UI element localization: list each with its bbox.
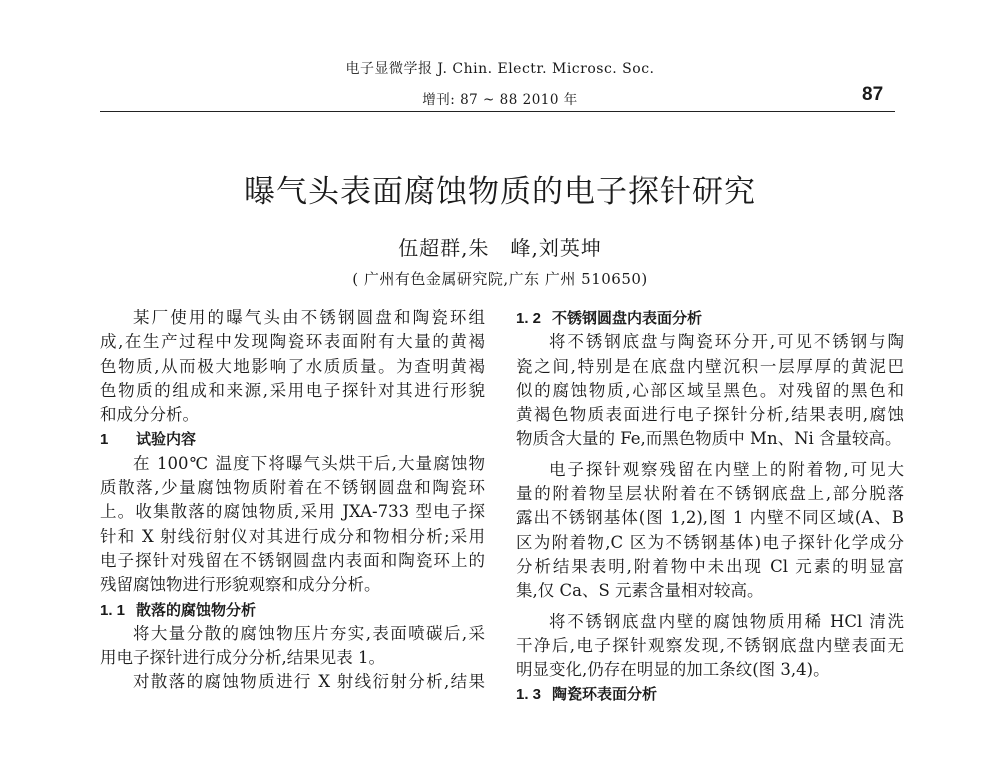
- section-title: 试验内容: [136, 430, 197, 449]
- text-line: 针和 X 射线衍射仪对其进行成分和物相分析;采用: [100, 526, 485, 546]
- authors: 伍超群,朱 峰,刘英坤: [398, 236, 602, 260]
- affiliation: ( 广州有色金属研究院,广东 广州 510650): [352, 270, 648, 288]
- right-column: [516, 306, 904, 707]
- text-line: 电子探针观察残留在内壁上的附着物,可见大: [549, 459, 904, 479]
- journal-header: 电子显微学报 J. Chin. Electr. Microsc. Soc.: [345, 61, 655, 77]
- text-line: 某厂使用的曝气头由不锈钢圆盘和陶瓷环组: [133, 308, 485, 327]
- section-1-2-paragraph-3: [516, 610, 904, 683]
- text-line: 区为附着物,C 区为不锈钢基体)电子探针化学成分: [516, 532, 904, 552]
- section-1-1-paragraph-1: [100, 622, 485, 671]
- section-heading-1-1: [100, 598, 485, 622]
- text-line: 物质含大量的 Fe,而黑色物质中 Mn、Ni 含量较高。: [516, 429, 902, 449]
- section-1-2-paragraph-2: [516, 458, 904, 604]
- text-line: 残留腐蚀物进行形貌观察和成分分析。: [100, 575, 381, 595]
- text-line: 将大量分散的腐蚀物压片夯实,表面喷碳后,采: [133, 623, 485, 643]
- text-line: 黄褐色物质表面进行电子探针分析,结果表明,腐蚀: [516, 405, 904, 425]
- text-line: 质散落,少量腐蚀物质附着在不锈钢圆盘和陶瓷环: [100, 478, 485, 498]
- text-line: 在 100℃ 温度下将曝气头烘干后,大量腐蚀物: [133, 453, 485, 473]
- text-line: 电子探针对残留在不锈钢圆盘内表面和陶瓷环上的: [100, 550, 485, 570]
- text-line: 干净后,电子探针观察发现,不锈钢底盘内壁表面无: [516, 635, 904, 655]
- section-title: 不锈钢圆盘内表面分析: [552, 309, 703, 327]
- section-heading-1-2: [516, 306, 904, 330]
- text-line: 露出不锈钢基体(图 1,2),图 1 内壁不同区域(A、B: [516, 508, 904, 528]
- paper-title: 曝气头表面腐蚀物质的电子探针研究: [244, 174, 756, 210]
- text-line: 色物质的组成和来源,采用电子探针对其进行形貌: [100, 380, 485, 400]
- section-number: 1: [100, 431, 109, 449]
- section-number: 1. 1: [100, 601, 126, 619]
- text-line: 似的腐蚀物质,心部区域呈黑色。对残留的黑色和: [516, 380, 904, 400]
- text-line: 将不锈钢底盘与陶瓷环分开,可见不锈钢与陶: [549, 332, 904, 352]
- text-line: 量的附着物呈层状附着在不锈钢底盘上,部分脱落: [516, 484, 904, 504]
- header-rule: [100, 111, 895, 112]
- section-title: 散落的腐蚀物分析: [136, 600, 257, 619]
- text-line: 成,在生产过程中发现陶瓷环表面附有大量的黄褐: [100, 332, 485, 352]
- section-1-paragraph: [100, 452, 485, 598]
- text-line: 上。收集散落的腐蚀物质,采用 JXA-733 型电子探: [100, 502, 485, 522]
- section-number: 1. 2: [516, 310, 542, 327]
- section-title: 陶瓷环表面分析: [552, 685, 658, 704]
- intro-paragraph: [100, 306, 485, 427]
- section-1-2-paragraph-1: [516, 330, 904, 451]
- text-line: 将不锈钢底盘内壁的腐蚀物质用稀 HCl 清洗: [549, 611, 904, 631]
- text-line: 明显变化,仍存在明显的加工条纹(图 3,4)。: [516, 660, 830, 680]
- text-line: 和成分分析。: [100, 405, 199, 425]
- section-heading-1-3: [516, 682, 904, 706]
- text-line: 用电子探针进行成分分析,结果见表 1。: [100, 648, 385, 668]
- page-number: 87: [862, 84, 884, 105]
- left-column: [100, 306, 485, 695]
- section-heading-1: [100, 427, 485, 451]
- section-1-1-paragraph-2: [100, 670, 485, 694]
- issue-info: 增刊: 87 ~ 88 2010 年: [422, 92, 578, 108]
- text-line: 色物质,从而极大地影响了水质质量。为查明黄褐: [100, 356, 485, 376]
- text-line: 分析结果表明,附着物中未出现 Cl 元素的明显富: [516, 556, 904, 576]
- text-line: 瓷之间,特别是在底盘内壁沉积一层厚厚的黄泥巴: [516, 356, 904, 376]
- text-line: 对散落的腐蚀物质进行 X 射线衍射分析,结果: [133, 672, 485, 692]
- section-number: 1. 3: [516, 686, 542, 704]
- text-line: 集,仅 Ca、S 元素含量相对较高。: [516, 581, 764, 601]
